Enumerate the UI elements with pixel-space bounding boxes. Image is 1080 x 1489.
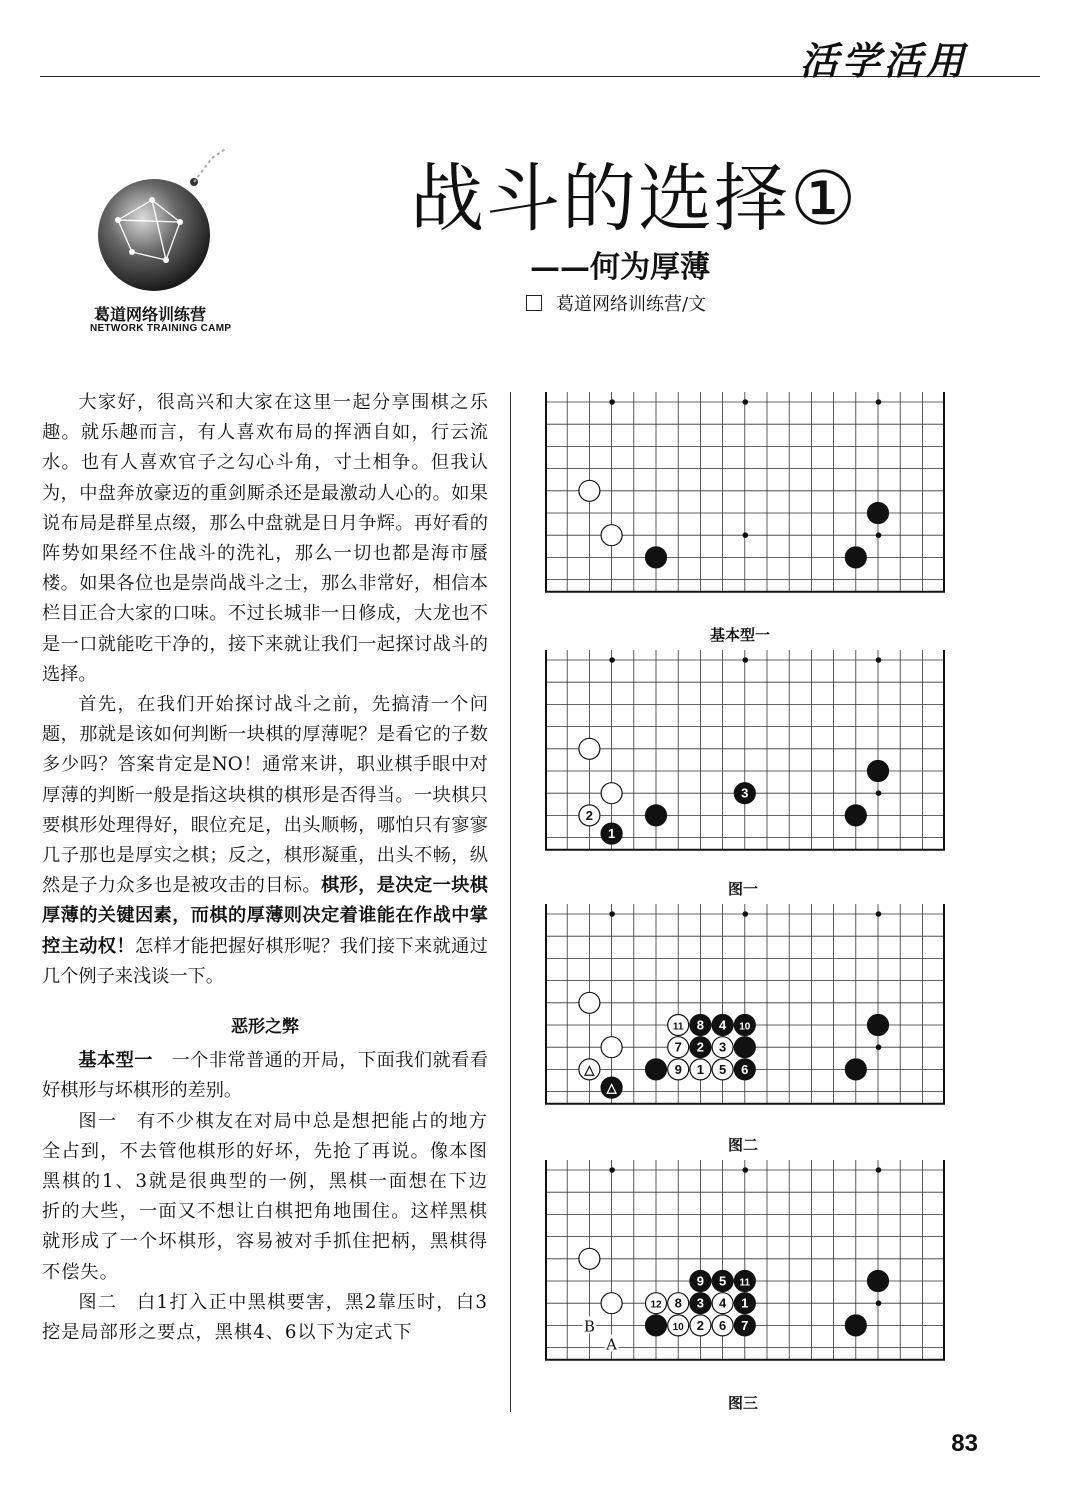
stone-label: 5: [718, 1273, 727, 1289]
stone-label: 4: [718, 1295, 727, 1311]
stone-label: 2: [585, 807, 594, 823]
star-point: [876, 911, 882, 917]
body-text: [42, 388, 488, 1348]
paragraph-thickness: [42, 690, 488, 992]
black-stone: [734, 1059, 755, 1080]
logo-name-en: NETWORK TRAINING CAMP: [90, 323, 232, 334]
stone-label: 11: [739, 1277, 751, 1289]
black-stone: [601, 1077, 622, 1098]
stone-label: 3: [718, 1039, 727, 1055]
go-diagram-basic: [545, 392, 945, 604]
black-stone: [734, 1315, 755, 1336]
byline-box-icon: [526, 295, 542, 311]
basic-shape-text: 一个非常普通的开局，下面我们就看看好棋形与坏棋形的差别。: [42, 1050, 488, 1102]
stone-label: 6: [741, 1061, 749, 1077]
caption-figure-3: 图三: [728, 1394, 759, 1412]
white-stone: [579, 1248, 600, 1269]
black-stone: [845, 1059, 866, 1080]
go-diagram-figure-1: [545, 650, 945, 862]
paragraph-thickness-b: 怎样才能把握好棋形呢？我们接下来就通过几个例子来浅谈一下。: [42, 935, 488, 987]
black-stone: [734, 1271, 755, 1292]
stone-label: 2: [696, 1039, 705, 1055]
black-stone: [601, 823, 622, 844]
column-divider: [510, 392, 511, 1412]
paragraph-basic-shape: [42, 1046, 488, 1106]
stone-label: 8: [674, 1295, 682, 1311]
black-stone: [646, 1315, 667, 1336]
article-subtitle: ——何为厚薄: [530, 250, 710, 285]
star-point: [609, 1167, 615, 1173]
stone-label: 11: [672, 1021, 684, 1033]
stone-label: 6: [718, 1317, 727, 1333]
white-stone: [712, 1059, 733, 1080]
white-stone: [668, 1037, 689, 1058]
stone-label: 12: [650, 1299, 662, 1311]
white-stone: [646, 1293, 667, 1314]
black-stone: [690, 1271, 711, 1292]
black-stone: [868, 1015, 889, 1036]
white-stone: [668, 1315, 689, 1336]
black-stone: [734, 1037, 755, 1058]
white-stone: [690, 1059, 711, 1080]
star-point: [876, 790, 882, 796]
star-point: [876, 1044, 882, 1050]
column-label: 活学活用: [799, 38, 968, 83]
white-stone: [579, 805, 600, 826]
white-stone: [579, 1059, 600, 1080]
white-stone: [601, 783, 622, 804]
star-point: [609, 399, 615, 405]
star-point: [876, 532, 882, 538]
black-stone: [690, 1015, 711, 1036]
basic-shape-label: 基本型一: [78, 1050, 153, 1072]
stone-label: 7: [674, 1039, 682, 1055]
star-point: [743, 1167, 749, 1173]
stone-label: △: [606, 1080, 617, 1096]
white-stone: [712, 1037, 733, 1058]
black-stone: [868, 761, 889, 782]
white-stone: [601, 1293, 622, 1314]
star-point: [876, 1300, 882, 1306]
go-diagram-figure-3: [545, 1160, 945, 1372]
stone-label: △: [584, 1061, 595, 1077]
paragraph-thickness-key: 棋形，是决定一块棋厚薄的关键因素，而棋的厚薄则决定着谁能在作战中掌控主动权！: [42, 875, 488, 957]
black-stone: [845, 805, 866, 826]
stone-label: 1: [741, 1295, 749, 1311]
section-title: 恶形之弊: [231, 1017, 299, 1038]
white-stone: [579, 992, 600, 1013]
star-point: [743, 911, 749, 917]
black-stone: [734, 1293, 755, 1314]
white-stone: [712, 1315, 733, 1336]
caption-figure-2: 图二: [728, 1136, 759, 1154]
stone-label: 3: [741, 785, 749, 801]
stone-label: 8: [696, 1017, 705, 1033]
stone-label: 10: [672, 1321, 684, 1333]
star-point: [876, 657, 882, 663]
stone-label: 9: [674, 1061, 682, 1077]
black-stone: [868, 1271, 889, 1292]
star-point: [743, 399, 749, 405]
stone-label: 3: [696, 1295, 705, 1311]
white-stone: [712, 1293, 733, 1314]
point-mark: B: [583, 1317, 595, 1336]
white-stone: [579, 738, 600, 759]
paragraph-thickness-a: 首先，在我们开始探讨战斗之前，先搞清一个问题，那就是该如何判断一块棋的厚薄呢？是看它的子数多少吗？答案肯定是NO！通常来讲，职业棋手眼中对厚薄的判断一般是指这块棋的棋形是否得当。一块棋只要棋形处理得好，眼位充足，出头顺畅，哪怕只有寥寥几子那也是厚实之棋；反之，棋形凝重，出头不畅，纵然是子力众多也是被攻击的目标。: [42, 694, 488, 897]
paragraph-figure-2: 图二 白1打入正中黑棋要害，黑2靠压时，白3挖是局部形之要点，黑棋4、6以下为定式下: [42, 1291, 488, 1344]
white-stone: [601, 1037, 622, 1058]
star-point: [743, 532, 749, 538]
black-stone: [690, 1293, 711, 1314]
byline-text: 葛道网络训练营/文: [556, 294, 707, 315]
paragraph-intro: 大家好，很高兴和大家在这里一起分享围棋之乐趣。就乐趣而言，有人喜欢布局的挥洒自如，行云流水。也有人喜欢官子之勾心斗角，寸土相争。但我认为，中盘奔放豪迈的重剑厮杀还是最激动人心的。如果说布局是群星点缀，那么中盘就是日月争辉。再好看的阵势如果经不住战斗的洗礼，那么一切也都是海市蜃楼。如果各位也是崇尚战斗之士，那么非常好，相信本栏目正合大家的口味。不过长城非一日修成，大龙也不是一口就能吃干净的，接下来就让我们一起探讨战斗的选择。: [42, 392, 488, 685]
star-point: [876, 1167, 882, 1173]
black-stone: [734, 783, 755, 804]
black-stone: [845, 1315, 866, 1336]
logo-name-cn: 葛道网络训练营: [94, 305, 207, 324]
page-number: 83: [951, 1430, 978, 1457]
star-point: [609, 911, 615, 917]
black-stone: [646, 547, 667, 568]
paragraph-figure-1: 图一 有不少棋友在对局中总是想把能占的地方全占到，不去管他棋形的好坏，先抢了再说。像本图黑棋的1、3就是很典型的一例，黑棋一面想在下边折的大些，一面又不想让白棋把角地围住。这样黑棋就形成了一个坏棋形，容易被对手抓住把柄，黑棋得不偿失。: [42, 1110, 488, 1283]
star-point: [609, 657, 615, 663]
black-stone: [712, 1015, 733, 1036]
stone-label: 2: [696, 1317, 705, 1333]
black-stone: [646, 805, 667, 826]
star-point: [743, 657, 749, 663]
white-stone: [668, 1293, 689, 1314]
black-stone: [690, 1037, 711, 1058]
stone-label: 4: [718, 1017, 727, 1033]
white-stone: [668, 1059, 689, 1080]
caption-figure-1: 图一: [728, 880, 759, 898]
white-stone: [690, 1315, 711, 1336]
article-title: 战斗的选择①: [410, 156, 859, 242]
stone-label: 1: [696, 1061, 705, 1077]
black-stone: [845, 547, 866, 568]
byline: [526, 290, 706, 316]
caption-basic: 基本型一: [710, 626, 771, 644]
stone-label: 5: [718, 1061, 727, 1077]
star-point: [876, 399, 882, 405]
black-stone: [646, 1059, 667, 1080]
stone-label: 1: [607, 826, 616, 842]
go-diagram-figure-2: [545, 904, 945, 1116]
point-mark: A: [606, 1335, 618, 1354]
white-stone: [579, 480, 600, 501]
white-stone: [601, 525, 622, 546]
black-stone: [734, 1015, 755, 1036]
stone-label: 9: [696, 1273, 705, 1289]
black-stone: [868, 503, 889, 524]
black-stone: [712, 1271, 733, 1292]
stone-label: 10: [739, 1021, 751, 1033]
stone-label: 7: [741, 1317, 749, 1333]
white-stone: [668, 1015, 689, 1036]
